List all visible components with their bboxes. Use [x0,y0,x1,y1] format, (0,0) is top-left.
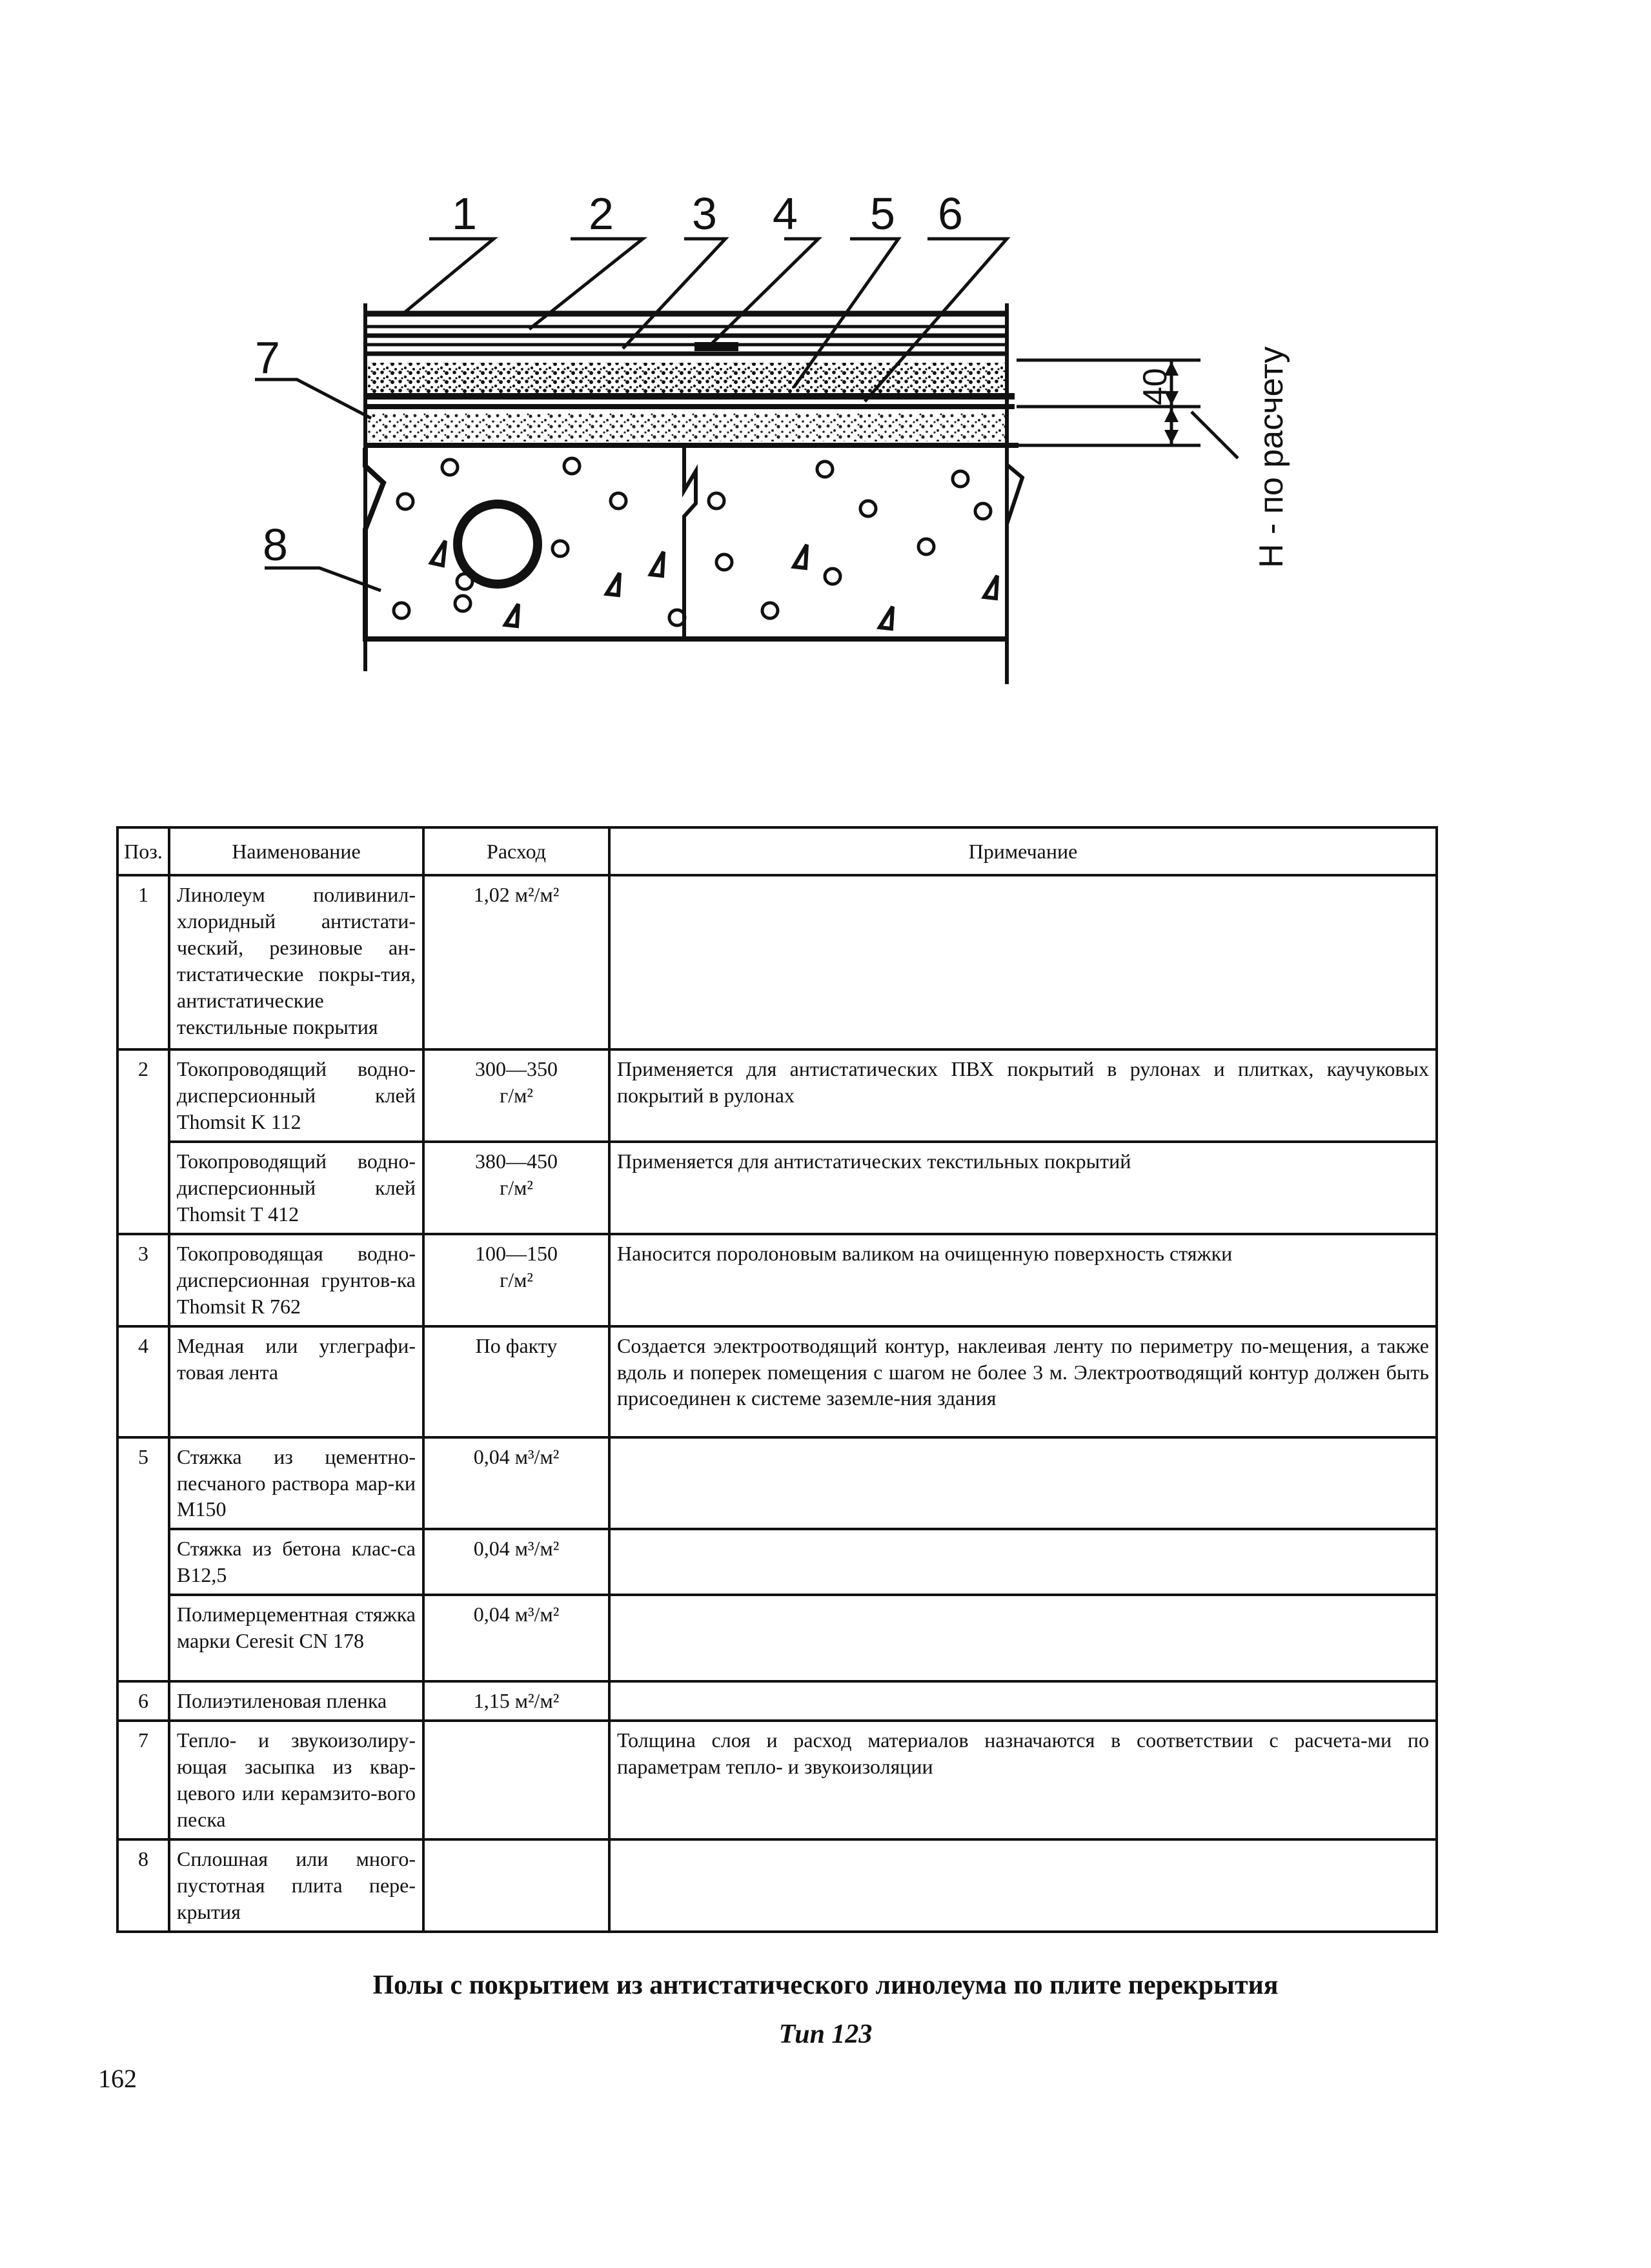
row-note: Применяется для антистатических текстильных покрытий [609,1142,1437,1234]
row-pos: 4 [117,1326,169,1437]
row-consumption [423,875,609,1049]
row-consumption [423,1326,609,1437]
consumption-line: 0,04 м³/м² [473,1444,560,1468]
row-note: Применяется для антистатических ПВХ покрытий в рулонах и плитках, каучуковых покрытий в рулонах [609,1049,1437,1142]
row-name: Токопроводящая водно-дисперсионная грунтов-ка Thomsit R 762 [169,1234,423,1326]
row-name: Стяжка из бетона клас-са B12,5 [169,1529,423,1595]
consumption-line: г/м² [500,1175,533,1199]
consumption-line: г/м² [500,1083,533,1107]
row-pos: 3 [117,1234,169,1326]
table-row [117,1529,1437,1595]
row-pos: 7 [117,1721,169,1839]
thickness-note: Н - по расчету [1253,346,1290,568]
consumption-line: 0,04 м³/м² [473,1603,560,1626]
row-consumption [423,1049,609,1142]
consumption-line: 1,15 м²/м² [473,1689,560,1713]
callout-7: 7 [255,332,280,383]
row-consumption [423,1681,609,1721]
callout-4: 4 [773,188,798,239]
consumption-line: 300—350 [475,1057,558,1080]
page-number: 162 [98,2064,137,2093]
callout-6: 6 [938,188,963,239]
row-pos: 6 [117,1681,169,1721]
table-row [117,1234,1437,1326]
table-row [117,1326,1437,1437]
row-consumption [423,1839,609,1932]
table-row [117,1681,1437,1721]
table-row [117,1721,1437,1839]
row-pos: 2 [117,1049,169,1234]
row-note [609,1437,1437,1530]
callout-8: 8 [263,520,288,570]
spec-table [116,826,1438,1933]
row-note [609,1529,1437,1595]
row-consumption [423,1234,609,1326]
row-note: Наносится поролоновым валиком на очищенную поверхность стяжки [609,1234,1437,1326]
row-pos: 8 [117,1839,169,1932]
table-row [117,1049,1437,1142]
row-consumption [423,1721,609,1839]
callout-5: 5 [870,188,895,239]
row-consumption [423,1437,609,1530]
header-name: Наименование [169,827,423,875]
consumption-line: г/м² [500,1268,533,1291]
drawing-type: Тип 123 [778,2020,873,2049]
drawing-title: Полы с покрытием из антистатического линолеума по плите перекрытия [372,1970,1279,2000]
row-name: Линолеум поливинил-хлоридный антистати-ческий, резиновые ан-тистатические покры-тия, антистатические текстильные покрытия [169,875,423,1049]
consumption-line: 380—450 [475,1149,558,1173]
row-name: Тепло- и звукоизолиру-ющая засыпка из квар-цевого или керамзито-вого песка [169,1721,423,1839]
row-name: Медная или углеграфи-товая лента [169,1326,423,1437]
row-name: Полимерцементная стяжка марки Ceresit CN 178 [169,1595,423,1681]
row-note [609,875,1437,1049]
consumption-line: 1,02 м²/м² [473,883,560,906]
row-note [609,1681,1437,1721]
row-name: Полиэтиленовая пленка [169,1681,423,1721]
table-row [117,1142,1437,1234]
row-pos: 5 [117,1437,169,1682]
row-pos: 1 [117,875,169,1049]
header-consumption: Расход [423,827,609,875]
consumption-line: 100—150 [475,1241,558,1265]
consumption-line: По факту [475,1333,558,1357]
table-row [117,875,1437,1049]
callout-3: 3 [692,188,717,239]
header-row [117,827,1437,875]
callout-2: 2 [589,188,614,239]
header-pos: Поз. [117,827,169,875]
table-row [117,1839,1437,1932]
dimension-40: 40 [1137,368,1174,405]
row-note [609,1839,1437,1932]
row-name: Стяжка из цементно-песчаного раствора мар-ки M150 [169,1437,423,1530]
row-note: Толщина слоя и расход материалов назначаются в соответствии с расчета-ми по параметрам тепло- и звукоизоляции [609,1721,1437,1839]
header-note: Примечание [609,827,1437,875]
row-consumption [423,1529,609,1595]
row-name: Сплошная или много-пустотная плита пере-крытия [169,1839,423,1932]
row-name: Токопроводящий водно-дисперсионный клей Thomsit K 112 [169,1049,423,1142]
row-note [609,1595,1437,1681]
row-note: Создается электроотводящий контур, наклеивая ленту по периметру по-мещения, а также вдоль и поперек помещения с шагом не более 3 м. Электроотводящий контур должен быть присоединен к системе заземле-ния здания [609,1326,1437,1437]
row-consumption [423,1142,609,1234]
callout-1: 1 [452,188,477,239]
row-consumption [423,1595,609,1681]
table-row [117,1437,1437,1530]
table-row [117,1595,1437,1681]
floor-section-diagram [0,0,1651,749]
consumption-line: 0,04 м³/м² [473,1537,560,1561]
row-name: Токопроводящий водно-дисперсионный клей Thomsit T 412 [169,1142,423,1234]
